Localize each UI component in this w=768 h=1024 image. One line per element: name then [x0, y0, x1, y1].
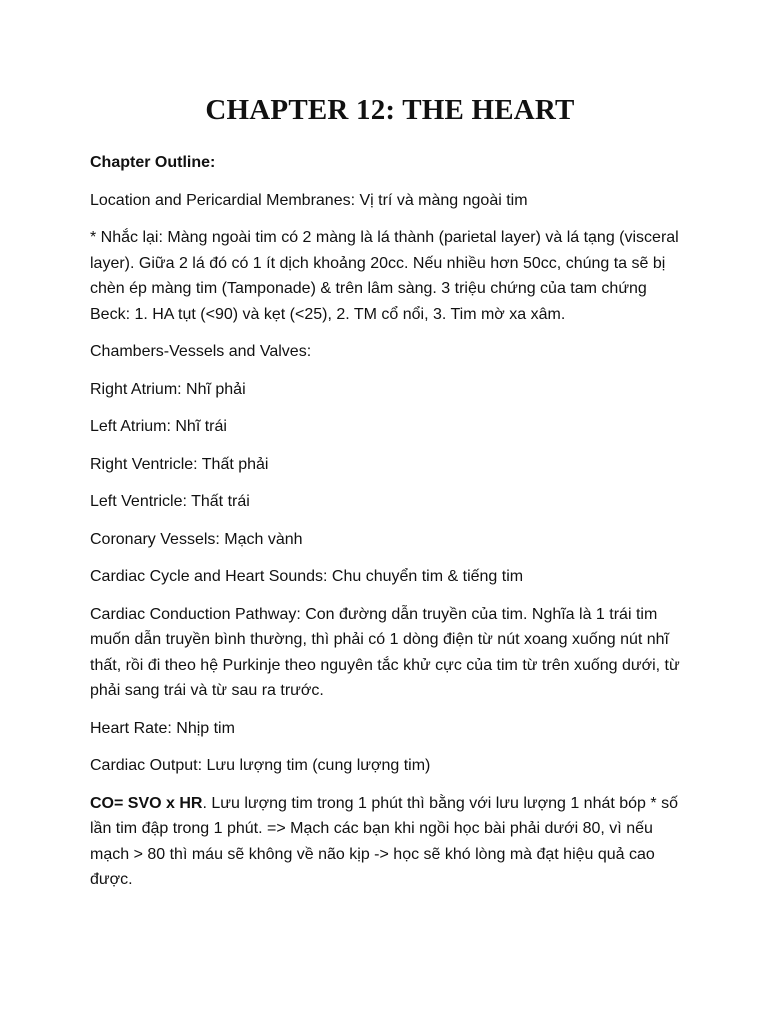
paragraph-cardiac-output: Cardiac Output: Lưu lượng tim (cung lượng tim): [90, 757, 431, 774]
paragraph-left-atrium: Left Atrium: Nhĩ trái: [90, 418, 227, 435]
paragraph-coronary-vessels: Coronary Vessels: Mạch vành: [90, 530, 303, 548]
paragraph-heart-rate: Heart Rate: Nhịp tim: [90, 719, 235, 737]
formula-text: . Lưu lượng tim trong 1 phút thì bằng với lưu lượng 1 nhát bóp * số lần tim đập trong 1 phút. => Mạch các bạn khi ngồi học bài phải dưới 80, vì nếu mạch > 80 thì máu sẽ không về não kịp -> học sẽ khó lòng mà đạt hiệu quả cao được.: [90, 794, 678, 888]
document-title: CHAPTER 12: THE HEART: [205, 94, 575, 126]
paragraph-conduction-pathway: Cardiac Conduction Pathway: Con đường dẫn truyền của tim. Nghĩa là 1 trái tim muốn dẫn truyền bình thường, thì phải có 1 dòng điện từ nút xoang xuống nút nhĩ thất, rồi đi theo hệ Purkinje theo nguyên tắc khử cực của tim từ trên xuống dưới, từ phải sang trái và từ sau ra trước.: [90, 605, 680, 699]
paragraph-formula: [90, 791, 690, 893]
paragraph-reminder: * Nhắc lại: Màng ngoài tim có 2 màng là lá thành (parietal layer) và lá tạng (visceral layer). Giữa 2 lá đó có 1 ít dịch khoảng 20cc. Nếu nhiều hơn 50cc, chúng ta sẽ bị chèn ép màng tim (Tamponade) & trên lâm sàng. 3 triệu chứng của tam chứng Beck: 1. HA tụt (<90) và kẹt (<25), 2. TM cổ nổi, 3. Tim mờ xa xâm.: [90, 229, 679, 323]
paragraph-location: Location and Pericardial Membranes: Vị trí và màng ngoài tim: [90, 191, 528, 209]
paragraph-cardiac-cycle: Cardiac Cycle and Heart Sounds: Chu chuyển tim & tiếng tim: [90, 568, 524, 585]
paragraph-right-atrium: Right Atrium: Nhĩ phải: [90, 380, 246, 398]
paragraph-right-ventricle: Right Ventricle: Thất phải: [90, 455, 269, 473]
document-body: [90, 92, 690, 905]
paragraph-chambers: Chambers-Vessels and Valves:: [90, 343, 312, 360]
outline-heading: Chapter Outline:: [90, 154, 216, 171]
paragraph-left-ventricle: Left Ventricle: Thất trái: [90, 493, 250, 510]
formula-bold: CO= SVO x HR: [90, 794, 203, 812]
